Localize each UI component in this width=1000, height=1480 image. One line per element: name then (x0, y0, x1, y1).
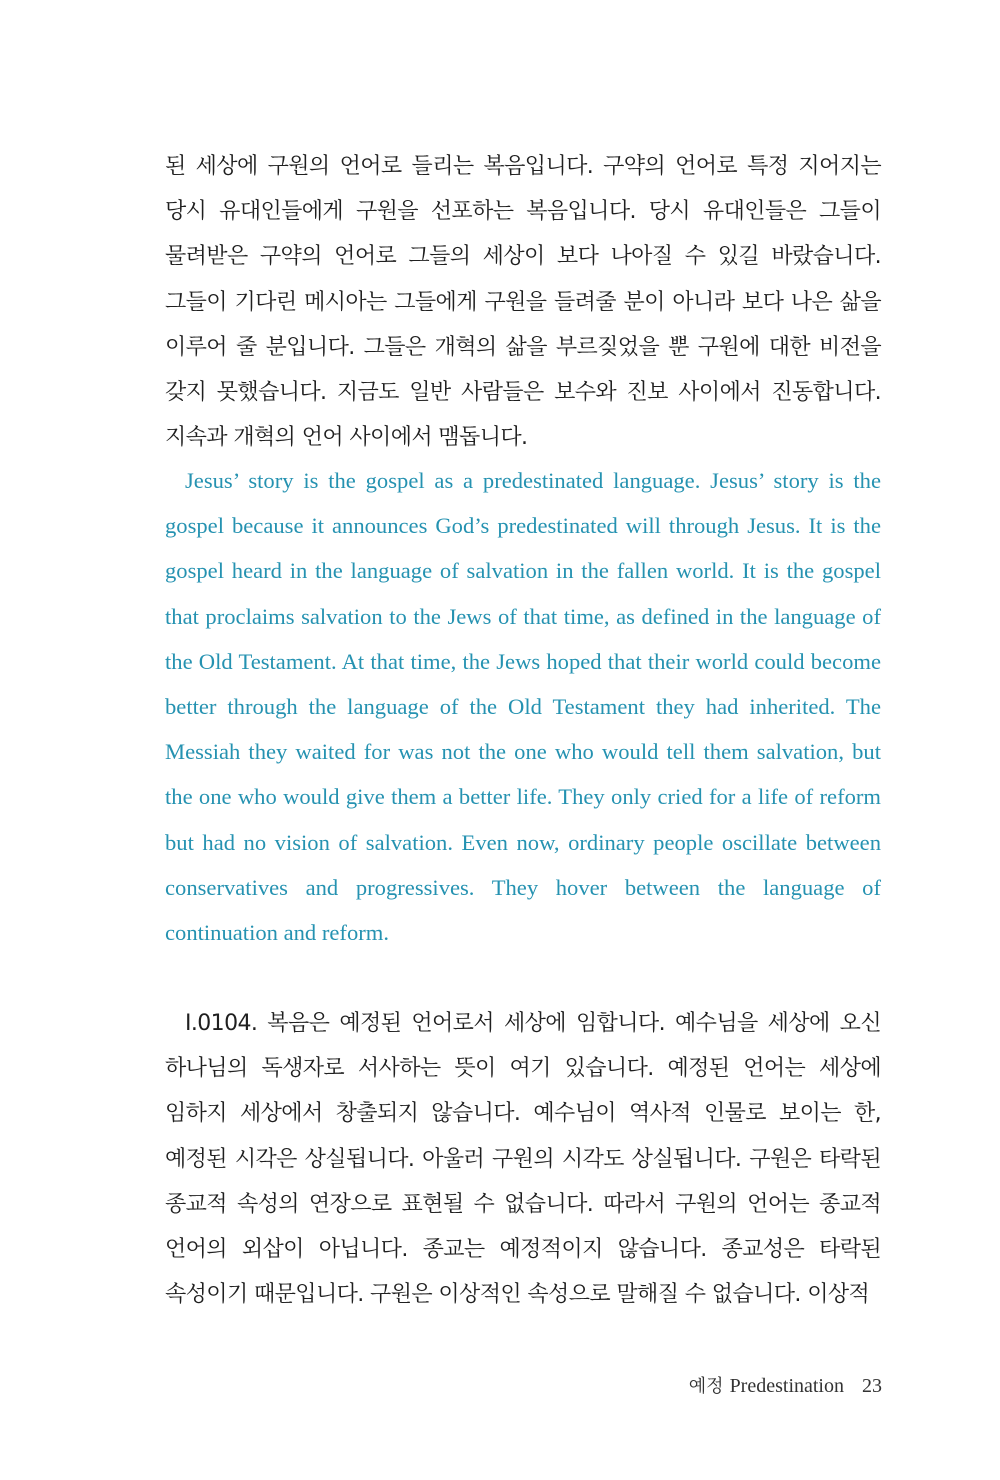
footer-korean-title: 예정 (688, 1376, 724, 1397)
page-number: 23 (862, 1375, 882, 1397)
footer-english-title: Predestination (729, 1375, 844, 1397)
english-paragraph: Jesus’ story is the gospel as a predestinated language. Jesus’ story is the gospel because it announces God’s predestinated will through Jesus. It is the gospel heard in the language of salvation in the fallen world. It is the gospel that proclaims salvation to the Jews of that time, as defined in the language of the Old Testament. At that time, the Jews hoped that their world could become better through the language of the Old Testament they had inherited. The Messiah they waited for was not the one who would tell them salvation, but the one who would give them a better life. They only cried for a life of reform but had no vision of salvation. Even now, ordinary people oscillate between conservatives and progressives. They hover between the language of continuation and reform. (165, 468, 881, 946)
korean-paragraph-1: 된 세상에 구원의 언어로 들리는 복음입니다. 구약의 언어로 특정 지어지는 당시 유대인들에게 구원을 선포하는 복음입니다. 당시 유대인들은 그들이 물려받은 구약의 언어로 그들의 세상이 보다 나아질 수 있길 바랐습니다. 그들이 기다린 메시아는 그들에게 구원을 들려줄 분이 아니라 보다 나은 삶을 이루어 줄 분입니다. 그들은 개혁의 삶을 부르짖었을 뿐 구원에 대한 비전을 갖지 못했습니다. 지금도 일반 사람들은 보수와 진보 사이에서 진동합니다. 지속과 개혁의 언어 사이에서 맴돕니다. (165, 154, 881, 451)
korean-paragraph-2: I.0104. 복음은 예정된 언어로서 세상에 임합니다. 예수님을 세상에 오신 하나님의 독생자로 서사하는 뜻이 여기 있습니다. 예정된 언어는 세상에 임하지 세상에서 창출되지 않습니다. 예수님이 역사적 인물로 보이는 한, 예정된 시각은 상실됩니다. 아울러 구원의 시각도 상실됩니다. 구원은 타락된 종교적 속성의 연장으로 표현될 수 없습니다. 따라서 구원의 언어는 종교적 언어의 외삽이 아닙니다. 종교는 예정적이지 않습니다. 종교성은 타락된 속성이기 때문입니다. 구원은 이상적인 속성으로 말해질 수 없습니다. 이상적 (165, 1011, 881, 1308)
running-footer (689, 1372, 882, 1398)
